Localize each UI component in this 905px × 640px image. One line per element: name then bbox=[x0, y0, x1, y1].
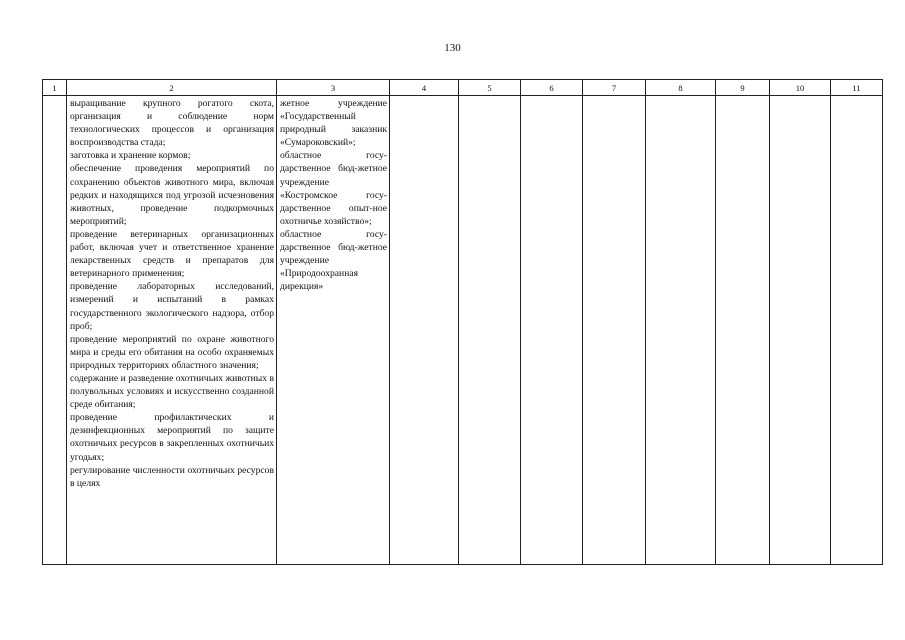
header-row bbox=[43, 80, 883, 96]
cell-col-11 bbox=[831, 96, 883, 565]
data-table bbox=[42, 79, 883, 565]
table-row bbox=[43, 96, 883, 565]
cell-col-4 bbox=[390, 96, 459, 565]
cell-col-3-institutions: жетное учреждение «Государственный природный заказник «Сумароковский»; областное госу-дарственное бюд-жетное учреждение «Костромское госу-дарственное опыт-ное охотничье хозяйство»; областное госу-дарственное бюд-жетное учреждение «Природоохранная дирекция» bbox=[277, 96, 390, 565]
cell-col-9 bbox=[716, 96, 770, 565]
column-header-2: 2 bbox=[67, 80, 277, 96]
cell-col-5 bbox=[459, 96, 521, 565]
cell-col-8 bbox=[646, 96, 716, 565]
page-number: 130 bbox=[444, 42, 461, 54]
cell-col-7 bbox=[583, 96, 646, 565]
cell-col-1 bbox=[43, 96, 67, 565]
column-header-8: 8 bbox=[646, 80, 716, 96]
cell-col-6 bbox=[521, 96, 583, 565]
column-header-6: 6 bbox=[521, 80, 583, 96]
column-header-1: 1 bbox=[43, 80, 67, 96]
column-header-3: 3 bbox=[277, 80, 390, 96]
column-header-7: 7 bbox=[583, 80, 646, 96]
column-header-4: 4 bbox=[390, 80, 459, 96]
cell-col-10 bbox=[770, 96, 831, 565]
column-header-11: 11 bbox=[831, 80, 883, 96]
column-header-5: 5 bbox=[459, 80, 521, 96]
column-header-10: 10 bbox=[770, 80, 831, 96]
column-header-9: 9 bbox=[716, 80, 770, 96]
cell-col-2-activities: выращивание крупного рогатого скота, организация и соблюдение норм технологических процессов и организация воспроизводства стада; заготовка и хранение кормов; обеспечение проведения мероприятий по сохранению объектов животного мира, включая редких и находящихся под угрозой исчезновения животных, проведение подкормочных мероприятий; проведение ветеринарных организационных работ, включая учет и ответственное хранение лекарственных средств и препаратов для ветеринарного применения; проведение лабораторных исследований, измерений и испытаний в рамках государственного экологического надзора, отбор проб; проведение мероприятий по охране животного мира и среды его обитания на особо охраняемых природных территориях областного значения; содержание и разведение охотничьих животных в полувольных условиях и искусственно созданной среде обитания; проведение профилактических и дезинфекционных мероприятий по защите охотничьих ресурсов в закрепленных охотничьих угодьях; регулирование численности охотничьих ресурсов в целях bbox=[67, 96, 277, 565]
